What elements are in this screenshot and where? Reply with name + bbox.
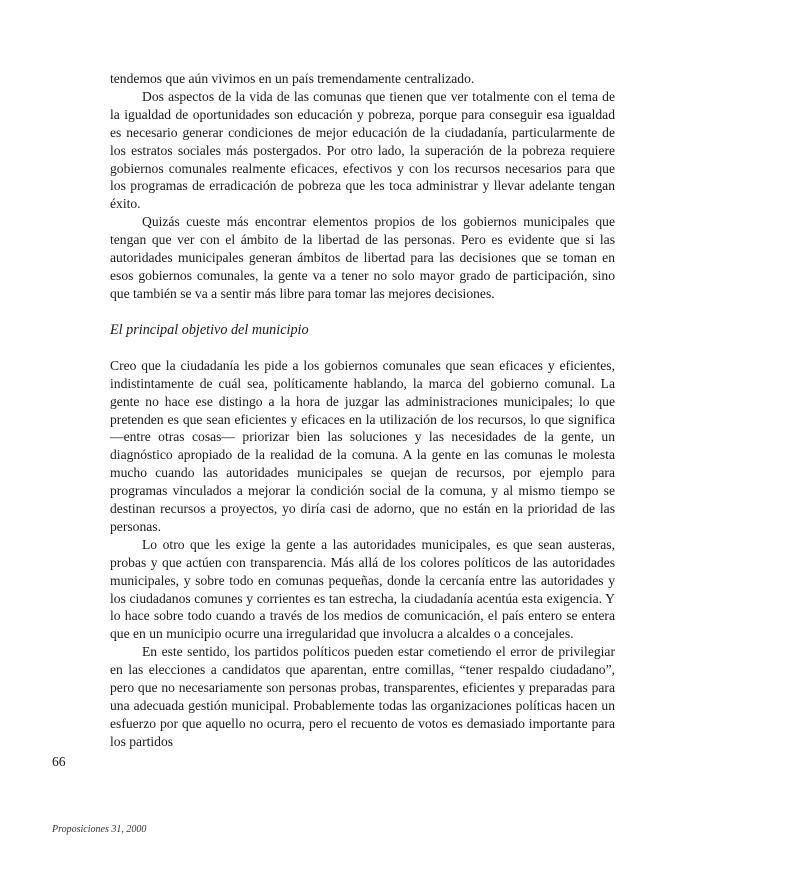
footer-citation: Proposiciones 31, 2000 [52,824,147,835]
paragraph-freedom: Quizás cueste más encontrar elementos propios de los gobiernos municipales que tengan que ver con el ámbito de la libertad de las personas. Pero es evidente que si las autoridades municipales generan ámbitos de libertad para las decisiones que se toman en esos gobiernos comunales, la gente va a tener no solo mayor grado de participación, sino que también se va a sentir más libre para tomar las mejores decisiones. [110,214,615,301]
main-text [110,70,615,751]
paragraph-austerity: Lo otro que les exige la gente a las autoridades municipales, es que sean austeras, probas y que actúen con transparencia. Más allá de los colores políticos de las autoridades municipales, y sobre todo en comunas pequeñas, donde la cercanía entre las autoridades y los ciudadanos comunes y corrientes es tan estrecha, la ciudadanía acentúa esta exigencia. Y lo hace sobre todo cuando a través de los medios de comunicación, el país entero se entera que en un municipio ocurre una irregularidad que involucra a alcaldes o a concejales. [110,536,615,642]
paragraph-continued: tendemos que aún vivimos en un país tremendamente centralizado. [110,71,475,86]
page-number: 66 [52,754,66,769]
paragraph-efficiency: Creo que la ciudadanía les pide a los gobiernos comunales que sean eficaces y eficientes, indistintamente de cuál sea, políticamente hablando, la marca del gobierno comunal. La gente no hace ese distingo a la hora de juzgar las administraciones municipales; lo que pretenden es que sean eficientes y eficaces en la utilización de los recursos, lo que significa —entre otras cosas— priorizar bien las soluciones y las necesidades de la gente, un diagnóstico apropiado de la realidad de la comuna. A la gente en las comunas le molesta mucho cuando las autoridades municipales se quejan de recursos, por ejemplo para programas vinculados a mejorar la condición social de la comuna, y al mismo tiempo se destinan recursos a proyectos, yo diría casi de adorno, que no están en la prioridad de las personas. [110,357,615,534]
section-heading: El principal objetivo del municipio [110,321,309,338]
paragraph-education-poverty: Dos aspectos de la vida de las comunas que tienen que ver totalmente con el tema de la igualdad de oportunidades son educación y pobreza, porque para conseguir esa igualdad es necesario generar condiciones de mejor educación de la ciudadanía, particularmente de los estratos sociales más postergados. Por otro lado, la superación de la pobreza requiere gobiernos comunales realmente eficaces, efectivos y con los recursos necesarios para que los programas de erradicación de pobreza que les toca administrar y llevar adelante tengan éxito. [110,88,615,212]
paragraph-political-parties: En este sentido, los partidos políticos pueden estar cometiendo el error de privilegiar en las elecciones a candidatos que aparentan, entre comillas, “tener respaldo ciudadano”, pero que no necesariamente son personas probas, transparentes, eficientes y preparadas para una adecuada gestión municipal. Probablemente todas las organizaciones políticas hacen un esfuerzo por que aquello no ocurra, pero el recuento de votos es demasiado importante para los partidos [110,644,615,749]
